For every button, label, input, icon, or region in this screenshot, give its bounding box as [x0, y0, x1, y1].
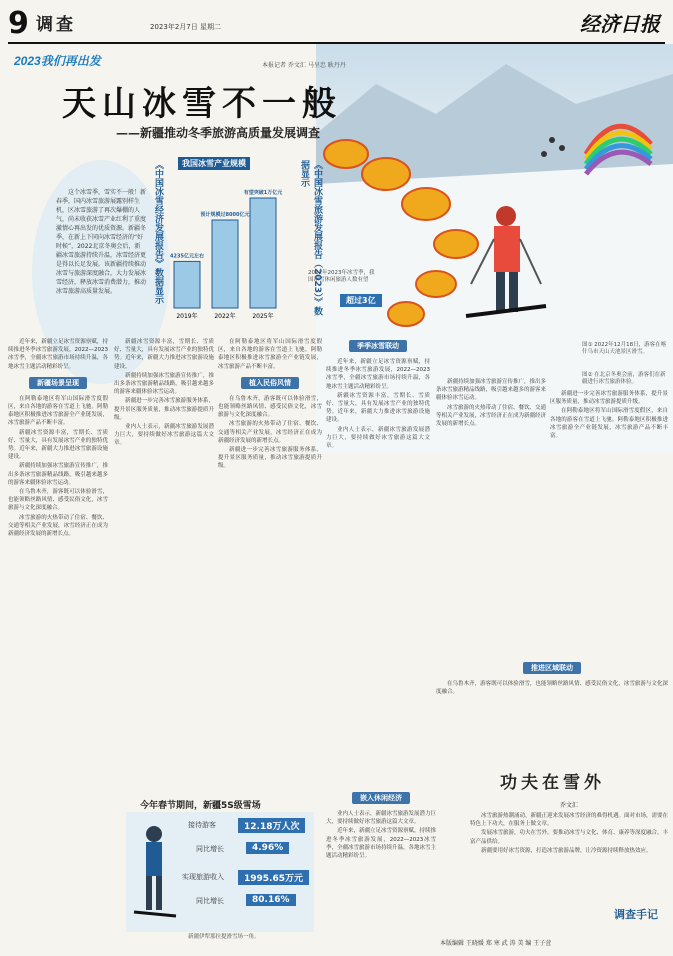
industry-scale-chart: [168, 168, 288, 328]
tick-2022年: 2022年: [214, 313, 236, 320]
stat-value-growth-2: 80.16%: [246, 894, 296, 906]
stat-label-visitors: 接待游客: [188, 821, 216, 829]
label-2019年: 4235亿元左右: [170, 253, 204, 260]
commentary-body: 冰雪旅游热潮涌动，新疆正迎来发展冰雪经济的难得机遇。面对市场，需要在特色上下功夫，在服务上做文章。 发展冰雪旅游，功夫在雪外。要推动冰雪与文化、体育、康养等深度融合，丰富产品供给。 新疆要用好冰雪资源，打造冰雪旅游品牌，让冷资源持续释放热效应。: [470, 813, 669, 854]
stat-value-growth-1: 4.96%: [246, 842, 289, 854]
section-title: 调查: [36, 15, 76, 35]
body-col-8: 嵌入休闲经济 业内人士表示，新疆冰雪旅游发展潜力巨大，要持续做好冰雪旅游这篇大文章。 近年来，新疆立足冰雪资源禀赋，持续推进冬季冰雪旅游发展，2022—2023冰雪季，全疆冰雪旅游市场持续升温，各地冰雪主题活动精彩纷呈。: [326, 794, 437, 860]
page-number: 9: [8, 6, 29, 41]
editor-credits: 本版编辑 王晓媛 郑 寒 武 涛 美 编 王子萱: [440, 940, 552, 947]
issue-date: 2023年2月7日 星期二: [150, 23, 221, 31]
section-head-4: 推进区域联动: [523, 662, 581, 674]
stat-label-growth-2: 同比增长: [196, 897, 224, 905]
subheadline: ——新疆推动冬季旅游高质量发展调查: [116, 126, 321, 140]
label-2022年: 预计规模过8000亿元: [200, 212, 250, 218]
section-head-1: 新疆场景呈现: [29, 377, 87, 389]
series-tag: 2023我们再出发: [14, 54, 101, 68]
stat-value-revenue: 1995.65万元: [238, 870, 309, 885]
body-col-4: 季季冰雪联动 近年来，新疆立足冰雪资源禀赋，持续推进冬季冰雪旅游发展，2022—2023冰雪季，全疆冰雪旅游市场持续升温，各地冰雪主题活动精彩纷呈。 新疆冰雪资源丰富，雪期长、雪质好、雪量大，具有发展冰雪产业的独特优势。近年来，新疆大力推进冰雪旅游设施建设。 业内人士表示，新疆冰雪旅游发展潜力巨大，要持续做好冰雪旅游这篇大文章。: [326, 342, 430, 450]
stat-label-revenue: 实现旅游收入: [182, 873, 224, 881]
section-head-2: 植入民俗风情: [241, 377, 299, 389]
page-header: [0, 0, 673, 46]
headline: 天山冰雪不一般: [62, 84, 342, 124]
tick-2025年: 2025年: [252, 313, 274, 320]
byline: 本报记者 乔文汇 马呈忠 耿丹丹: [262, 62, 346, 69]
stats-title: 今年春节期间，新疆5S级雪场: [140, 801, 261, 811]
section-head-3: 季季冰雪联动: [349, 340, 407, 352]
tick-2019年: 2019年: [176, 313, 198, 320]
bar-2019年: [174, 261, 200, 308]
left-book-citation: 《中国冰雪经济发展报告》数据显示: [153, 160, 163, 304]
stat-value-visitors: 12.18万人次: [238, 818, 305, 833]
commentary-author: 乔文汇: [560, 802, 579, 809]
bar-2025年: [250, 198, 276, 308]
visitors-value: 超过3亿: [340, 294, 382, 307]
body-col-6: 新疆进一步完善冰雪旅游服务体系，提升景区服务质量，推动冰雪旅游提质升级。 在阿勒泰地区将军山国际滑雪度假区，来自各地的游客在雪道上飞驰。阿勒泰地区积极推进冰雪旅游全产业链发展，冰雪旅游产品不断丰富。: [550, 391, 668, 440]
commentary-title: 功夫在雪外: [500, 773, 605, 793]
bar-2022年: [212, 220, 238, 308]
body-col-1: 近年来，新疆立足冰雪资源禀赋，持续推进冬季冰雪旅游发展，2022—2023冰雪季，全疆冰雪旅游市场持续升温，各地冰雪主题活动精彩纷呈。 新疆场景呈现 在阿勒泰地区将军山国际滑雪度假区，来自各地的游客在雪道上飞驰。阿勒泰地区积极推进冰雪旅游全产业链发展，冰雪旅游产品不断丰富。 新疆冰雪资源丰富，雪期长、雪质好、雪量大，具有发展冰雪产业的独特优势。近年来，新疆大力推进冰雪旅游设施建设。 新疆持续加强冰雪旅游宣传推广，推出多条冰雪旅游精品线路，吸引越来越多的游客来疆体验冰雪运动。 在乌鲁木齐，游客既可以体验滑雪，也能领略丝路风情、感受民俗文化，冰雪旅游与文化深度融合。 冰雪旅游的火热带动了住宿、餐饮、交通等相关产业发展，冰雪经济正在成为新疆经济发展的新增长点。: [8, 339, 108, 538]
photo-caption-2: 图② 在北京冬奥会前，游客们在新疆进行冰雪旅游体验。: [582, 372, 666, 385]
newspaper-masthead: 经济日报: [580, 12, 660, 36]
stats-box: [126, 812, 314, 932]
section-head-5: 嵌入休闲经济: [352, 792, 410, 804]
stat-label-growth-1: 同比增长: [196, 845, 224, 853]
body-col-5: 新疆持续加强冰雪旅游宣传推广，推出多条冰雪旅游精品线路，吸引越来越多的游客来疆体验冰雪运动。 冰雪旅游的火热带动了住宿、餐饮、交通等相关产业发展，冰雪经济正在成为新疆经济发展的新增长点。: [436, 379, 547, 428]
label-2025年: 有望突破1万亿元: [243, 190, 283, 196]
right-book-citation: 《中国冰雪旅游发展报告（2023）》数据显示: [299, 160, 322, 316]
photo-caption-1: 图① 2022年12月18日，游客在喀什乌市天山天池景区滑雪。: [582, 342, 667, 355]
bottom-photo-caption: 新疆伊犁那拉提滑雪场一角。: [188, 934, 260, 940]
visitors-note: 2022年2023年冰雪季，我国冰雪休闲旅游人数有望: [308, 270, 375, 283]
body-col-3: 在阿勒泰地区将军山国际滑雪度假区，来自各地的游客在雪道上飞驰。阿勒泰地区积极推进冰雪旅游全产业链发展，冰雪旅游产品不断丰富。 植入民俗风情 在乌鲁木齐，游客既可以体验滑雪，也能领略丝路风情、感受民俗文化，冰雪旅游与文化深度融合。 冰雪旅游的火热带动了住宿、餐饮、交通等相关产业发展，冰雪经济正在成为新疆经济发展的新增长点。 新疆进一步完善冰雪旅游服务体系，提升景区服务质量，推动冰雪旅游提质升级。: [218, 339, 322, 470]
chart-title: 我国冰雪产业规模: [178, 157, 250, 170]
notes-tag: 调查手记: [614, 908, 658, 921]
skier-icon: [126, 812, 186, 932]
body-col-7: 推进区域联动 在乌鲁木齐，游客既可以体验滑雪，也能领略丝路风情、感受民俗文化，冰雪旅游与文化深度融合。: [436, 664, 668, 696]
lead-paragraph: 这个冰雪季，雪实不一般！新春季，国内冰雪旅游展露别样生机，区冰雪旅游了再次爆棚的人气，尚未收获冰雪产业红利了重度激情心再出发的优质资源。新疆冬季，在新上下同向冰雪经济的“好时候”，2022北京冬奥会后，新疆冰雪旅游持续升温，冰雪经济更是得以长足发展。该新疆持续推动冰雪与旅游深度融合，大力发展冰雪经济，释放冰雪消费潜力，推动冰雪旅游高质量发展。: [56, 189, 147, 295]
body-col-2: 新疆冰雪资源丰富，雪期长、雪质好、雪量大，具有发展冰雪产业的独特优势。近年来，新疆大力推进冰雪旅游设施建设。 新疆持续加强冰雪旅游宣传推广，推出多条冰雪旅游精品线路，吸引越来越多的游客来疆体验冰雪运动。 新疆进一步完善冰雪旅游服务体系，提升景区服务质量，推动冰雪旅游提质升级。 业内人士表示，新疆冰雪旅游发展潜力巨大，要持续做好冰雪旅游这篇大文章。: [114, 339, 214, 447]
